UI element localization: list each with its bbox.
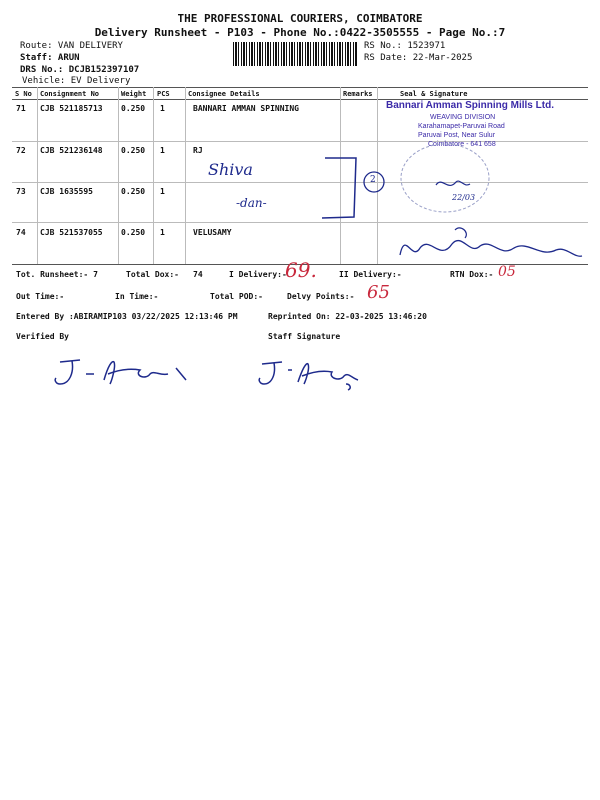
row-sno: 72 <box>16 146 26 155</box>
stamp-address-1: Karahamapet-Paruvai Road <box>418 123 505 130</box>
col-sno-header: S No <box>15 90 32 98</box>
rtn-dox-label: RTN Dox:- <box>450 270 494 279</box>
col-pcs-header: PCS <box>157 90 170 98</box>
total-pod-label: Total POD:- <box>210 292 263 301</box>
verified-by-label: Verified By <box>16 332 69 341</box>
row-pcs: 1 <box>160 104 165 113</box>
in-time-label: In Time:- <box>115 292 159 301</box>
entered-by: Entered By :ABIRAMIP103 03/22/2025 12:13:46 PM <box>16 312 238 321</box>
row-weight: 0.250 <box>121 104 146 113</box>
round-seal-outline <box>401 144 489 212</box>
total-dox-value: 74 <box>193 270 203 279</box>
col-seal-header: Seal & Signature <box>400 90 468 98</box>
runsheet-subtitle: Delivery Runsheet - P103 - Phone No.:0422-3505555 - Page No.:7 <box>94 26 506 39</box>
total-dox-label: Total Dox:- <box>126 270 179 279</box>
row74-signature-mark <box>455 228 466 238</box>
company-title: THE PROFESSIONAL COURIERS, COIMBATORE <box>177 12 423 25</box>
delvy-points-label: Delvy Points:- <box>287 292 355 301</box>
bracket-mark <box>322 158 356 218</box>
signatures <box>0 340 600 410</box>
stamp-company-name: Bannari Amman Spinning Mills Ltd. <box>386 100 554 111</box>
vehicle-label: Vehicle: EV Delivery <box>22 76 131 86</box>
col-consignment-header: Consignment No <box>40 90 100 98</box>
row-consignee: BANNARI AMMAN SPINNING <box>193 104 299 113</box>
verified-by-signature <box>55 360 186 384</box>
row-consignment: CJB 1635595 <box>40 187 93 196</box>
row73-signature: -dan- <box>236 196 267 210</box>
rs-number: RS No.: 1523971 <box>364 41 446 51</box>
row-sno: 74 <box>16 228 26 237</box>
i-delivery-label: I Delivery:- <box>229 270 287 279</box>
row-consignment: CJB 521236148 <box>40 146 103 155</box>
row-consignment: CJB 521185713 <box>40 104 103 113</box>
row-pcs: 1 <box>160 187 165 196</box>
tot-runsheet: Tot. Runsheet:- 7 <box>16 270 98 279</box>
row73-stamp-date: 22/03 <box>452 193 476 202</box>
reprinted-on: Reprinted On: 22-03-2025 13:46:20 <box>268 312 427 321</box>
row72-signature: Shiva <box>208 160 253 179</box>
route-label: Route: VAN DELIVERY <box>20 41 123 51</box>
row-consignee: RJ <box>193 146 203 155</box>
row-sno: 73 <box>16 187 26 196</box>
stamp-address-2: Paruvai Post, Near Sulur <box>418 132 496 139</box>
row-consignment: CJB 521537055 <box>40 228 103 237</box>
staff-label: Staff: ARUN <box>20 53 80 63</box>
rs-date: RS Date: 22-Mar-2025 <box>364 53 473 63</box>
delvy-points-handwritten: 65 <box>367 282 390 303</box>
row-weight: 0.250 <box>121 228 146 237</box>
circle-number: 2 <box>370 175 376 185</box>
out-time-label: Out Time:- <box>16 292 65 301</box>
staff-signature-label: Staff Signature <box>268 332 341 341</box>
row-pcs: 1 <box>160 228 165 237</box>
stamp-division: WEAVING DIVISION <box>430 114 496 121</box>
staff-signature <box>259 362 358 390</box>
row-sno: 71 <box>16 104 26 113</box>
i-delivery-handwritten: 69. <box>285 258 317 282</box>
row73-stamp-signature <box>436 181 470 185</box>
row-weight: 0.250 <box>121 146 146 155</box>
row-consignee: VELUSAMY <box>193 228 232 237</box>
row74-signature <box>400 241 582 257</box>
col-consignee-header: Consignee Details <box>188 90 260 98</box>
col-weight-header: Weight <box>121 90 147 98</box>
col-remarks-header: Remarks <box>343 90 373 98</box>
stamp-address-3: Coimbatore - 641 658 <box>428 141 496 148</box>
ii-delivery-label: II Delivery:- <box>339 270 402 279</box>
table-handwriting <box>0 0 600 300</box>
rtn-dox-handwritten: 05 <box>498 264 516 280</box>
row-weight: 0.250 <box>121 187 146 196</box>
drs-number: DRS No.: DCJB152397107 <box>20 65 140 75</box>
row-pcs: 1 <box>160 146 165 155</box>
